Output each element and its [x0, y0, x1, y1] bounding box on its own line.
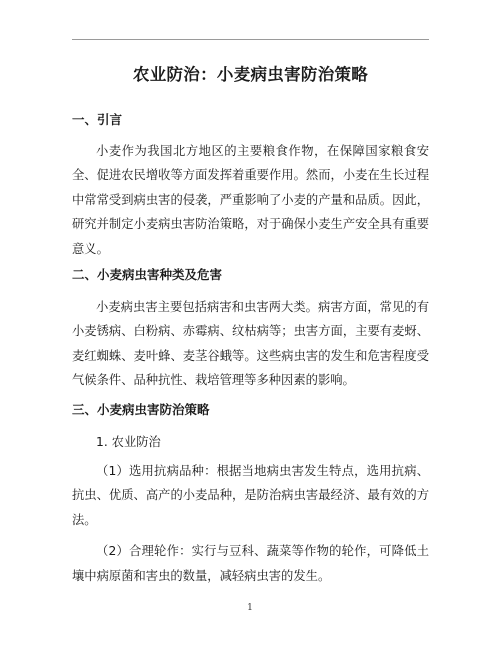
document-body — [72, 107, 429, 588]
page-number: 1 — [247, 603, 253, 613]
paragraph-pest-types: 小麦病虫害主要包括病害和虫害两大类。病害方面，常见的有小麦锈病、白粉病、赤霉病、纹枯病等；虫害方面，主要有麦蚜、麦红蜘蛛、麦叶蜂、麦茎谷蛾等。这些病虫害的发生和危害程度受气候条件、品种抗性、栽培管理等多种因素的影响。 — [72, 300, 429, 388]
paragraph-introduction: 小麦作为我国北方地区的主要粮食作物，在保障国家粮食安全、促进农民增收等方面发挥着重要作用。然而，小麦在生长过程中常常受到病虫害的侵袭，严重影响了小麦的产量和品质。因此，研究并制定小麦病虫害防治策略，对于确保小麦生产安全具有重要意义。 — [72, 144, 429, 256]
paragraph-crop-rotation: （2）合理轮作：实行与豆科、蔬菜等作物的轮作，可降低土壤中病原菌和害虫的数量，减轻病虫害的发生。 — [72, 544, 429, 583]
header-rule — [72, 39, 429, 40]
section-heading-pest-types: 二、小麦病虫害种类及危害 — [72, 267, 223, 283]
paragraph-resistant-varieties: （1）选用抗病品种：根据当地病虫害发生特点，选用抗病、抗虫、优质、高产的小麦品种，是防治病虫害最经济、最有效的方法。 — [72, 464, 429, 527]
section-heading-control-strategies: 三、小麦病虫害防治策略 — [72, 401, 210, 417]
document-title: 农业防治：小麦病虫害防治策略 — [132, 65, 369, 84]
section-heading-introduction: 一、引言 — [72, 112, 123, 127]
subheading-agricultural-control: 1. 农业防治 — [96, 434, 161, 449]
